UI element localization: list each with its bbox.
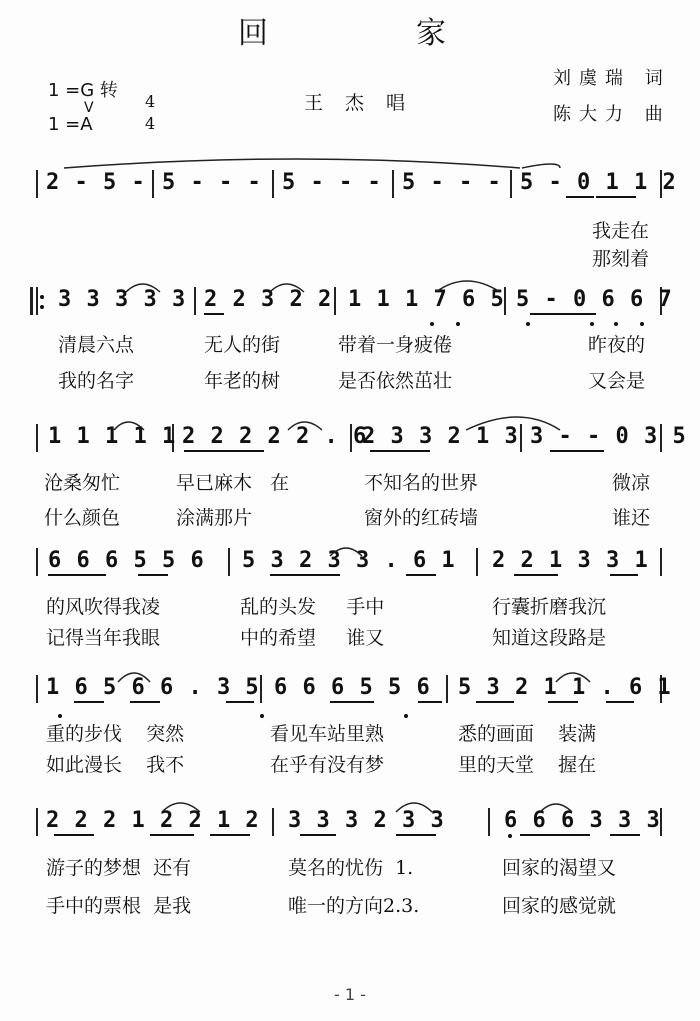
lyric-verse-2: 年老的树 xyxy=(204,370,281,392)
tie-arc xyxy=(522,164,560,168)
beam-underline xyxy=(406,574,436,576)
measure-notes: 2 3 3 2 1 3 xyxy=(362,424,519,449)
beam-underline xyxy=(150,834,194,836)
measure-notes: 2 - 5 - xyxy=(46,170,146,195)
lyric-verse-1: 重的步伐 突然 xyxy=(46,723,185,745)
beam-underline xyxy=(130,701,160,703)
lyric-verse-1: 无人的街 xyxy=(204,334,281,356)
lyric-verse-1: 悉的画面 装满 xyxy=(458,723,597,745)
bar-line xyxy=(36,808,38,836)
repeat-dot xyxy=(40,295,44,299)
measure-notes: 2 2 2 1 2 2 1 2 xyxy=(46,808,260,833)
beam-underline xyxy=(550,450,604,452)
measure-notes: 5 - 0 1 1 2 xyxy=(520,170,677,195)
measure-notes: 6 6 6 5 5 6 xyxy=(274,675,431,700)
bar-line xyxy=(194,287,196,315)
measure-notes: 5 3 2 3 3 . 6 1 xyxy=(242,548,456,573)
measure-notes: 1 1 1 7 6 5 xyxy=(348,287,505,312)
beam-underline xyxy=(520,834,590,836)
beam-underline xyxy=(610,834,640,836)
bar-line xyxy=(152,170,154,198)
bar-line xyxy=(392,170,394,198)
lyricist-credit: 刘虞瑞 词 xyxy=(553,68,671,89)
beam-underline xyxy=(530,313,596,315)
bar-line xyxy=(446,675,448,703)
lyric-verse-2: 我的名字 xyxy=(58,370,135,392)
title-char-1: 回 xyxy=(238,16,268,51)
beam-underline xyxy=(300,834,336,836)
measure-notes: 5 - - - xyxy=(162,170,262,195)
beam-underline xyxy=(184,450,244,452)
bar-line xyxy=(36,675,38,703)
lyric-verse-2: 什么颜色 xyxy=(44,507,121,529)
key-signature-2: 1 =A xyxy=(48,114,93,135)
lyric-verse-2: 是否依然茁壮 xyxy=(338,370,453,392)
lyric-verse-2: 里的天堂 握在 xyxy=(458,754,597,776)
lyric-verse-2: 中的希望 谁又 xyxy=(240,627,385,649)
measure-notes: 1 1 1 1 1 xyxy=(48,424,177,449)
key-signature-1: 1 =G 转 xyxy=(48,80,118,101)
singer-credit: 王杰唱 xyxy=(304,92,428,114)
time-signature-bottom: 4 xyxy=(145,114,156,133)
lyric-verse-1: 沧桑匆忙 xyxy=(44,472,121,494)
measure-notes: 5 3 2 1 1 . 6 1 xyxy=(458,675,672,700)
lyric-verse-2: 在乎有没有梦 xyxy=(270,754,385,776)
octave-dot xyxy=(260,714,264,718)
beam-underline xyxy=(74,701,104,703)
bar-line xyxy=(36,170,38,198)
bar-line xyxy=(334,287,336,315)
beam-underline xyxy=(370,450,430,452)
lyric-verse-2: 谁还 xyxy=(612,507,651,529)
beam-underline xyxy=(610,574,638,576)
bar-line xyxy=(660,548,662,576)
measure-notes: 5 - - - xyxy=(402,170,502,195)
bar-line xyxy=(476,548,478,576)
lyric-verse-2: 如此漫长 我不 xyxy=(46,754,185,776)
octave-dot xyxy=(614,322,618,326)
bar-line xyxy=(488,808,490,836)
measure-notes: 3 3 3 3 3 xyxy=(58,287,187,312)
lyric-verse-1: 带着一身疲倦 xyxy=(338,334,453,356)
time-signature-top: 4 xyxy=(145,92,156,111)
beam-underline xyxy=(138,574,168,576)
lyric-verse-1: 昨夜的 xyxy=(588,334,646,356)
octave-dot xyxy=(58,714,62,718)
page-number: - 1 - xyxy=(334,985,366,1004)
octave-dot xyxy=(430,322,434,326)
lyric-verse-1: 乱的头发 手中 xyxy=(240,596,385,618)
composer-credit: 陈大力 曲 xyxy=(553,104,671,125)
measure-notes: 6 6 6 3 3 3 xyxy=(504,808,661,833)
title-char-2: 家 xyxy=(416,16,446,51)
lyric-verse-1: 看见车站里熟 xyxy=(270,723,385,745)
lyric-verse-2: 手中的票根 是我 xyxy=(46,895,192,917)
octave-dot xyxy=(404,714,408,718)
beam-underline xyxy=(226,701,254,703)
octave-dot xyxy=(508,834,512,838)
beam-underline xyxy=(270,574,340,576)
measure-notes: 3 3 3 2 3 3 xyxy=(288,808,445,833)
lyric-verse-1: 早已麻木 在 xyxy=(176,472,290,494)
measure-notes: 3 - - 0 3 5 xyxy=(530,424,687,449)
song-title xyxy=(0,8,700,51)
lyric-verse-2: 又会是 xyxy=(588,370,646,392)
bar-line xyxy=(510,170,512,198)
lyric-verse-1: 清晨六点 xyxy=(58,334,135,356)
beam-underline xyxy=(330,701,374,703)
beam-underline xyxy=(476,701,514,703)
beam-underline xyxy=(240,450,264,452)
bar-line xyxy=(228,548,230,576)
lyric-verse-2: 记得当年我眼 xyxy=(46,627,161,649)
repeat-bar xyxy=(30,287,33,315)
lyric-verse-1: 微凉 xyxy=(612,472,651,494)
measure-notes: 1 6 5 6 6 . 3 5 xyxy=(46,675,260,700)
measure-notes: 2 2 2 2 2 . 6 xyxy=(182,424,368,449)
octave-dot xyxy=(640,322,644,326)
lyric-verse-2: 那刻着 xyxy=(592,248,650,270)
beam-underline xyxy=(48,574,106,576)
octave-dot xyxy=(456,322,460,326)
beam-underline xyxy=(606,701,634,703)
bar-line xyxy=(520,424,522,452)
beam-underline xyxy=(418,701,442,703)
measure-notes: 2 2 1 3 3 1 xyxy=(492,548,649,573)
tie-arc xyxy=(64,159,520,168)
octave-dot xyxy=(590,322,594,326)
bar-line xyxy=(36,548,38,576)
beam-underline xyxy=(514,574,558,576)
beam-underline xyxy=(566,196,594,198)
bar-line xyxy=(36,424,38,452)
bar-line xyxy=(272,808,274,836)
lyric-verse-1: 行囊折磨我沉 xyxy=(492,596,607,618)
beam-underline xyxy=(54,834,94,836)
beam-underline xyxy=(210,834,250,836)
repeat-dot xyxy=(40,305,44,309)
bar-line xyxy=(260,675,262,703)
lyric-verse-1: 莫名的忧伤 1. xyxy=(288,857,414,879)
measure-notes: 2 2 3 2 2 xyxy=(204,287,333,312)
lyric-verse-2: 知道这段路是 xyxy=(492,627,607,649)
lyric-verse-1: 不知名的世界 xyxy=(364,472,479,494)
lyric-verse-2: 窗外的红砖墙 xyxy=(364,507,479,529)
beam-underline xyxy=(596,196,636,198)
lyric-verse-2: 涂满那片 xyxy=(176,507,253,529)
beam-underline xyxy=(396,834,436,836)
lyric-verse-1: 回家的渴望又 xyxy=(502,857,617,879)
lyric-verse-1: 游子的梦想 还有 xyxy=(46,857,192,879)
lyric-verse-1: 我走在 xyxy=(592,220,650,242)
modulation-mark: V xyxy=(84,100,94,116)
octave-dot xyxy=(526,322,530,326)
bar-line xyxy=(272,170,274,198)
measure-notes: 5 - 0 6 6 7 xyxy=(516,287,673,312)
measure-notes: 6 6 6 5 5 6 xyxy=(48,548,205,573)
lyric-verse-2: 回家的感觉就 xyxy=(502,895,617,917)
bar-line xyxy=(36,287,38,315)
beam-underline xyxy=(204,313,224,315)
lyric-verse-1: 的风吹得我凌 xyxy=(46,596,161,618)
lyric-verse-2: 唯一的方向2.3. xyxy=(288,895,420,917)
measure-notes: 5 - - - xyxy=(282,170,382,195)
beam-underline xyxy=(548,701,578,703)
